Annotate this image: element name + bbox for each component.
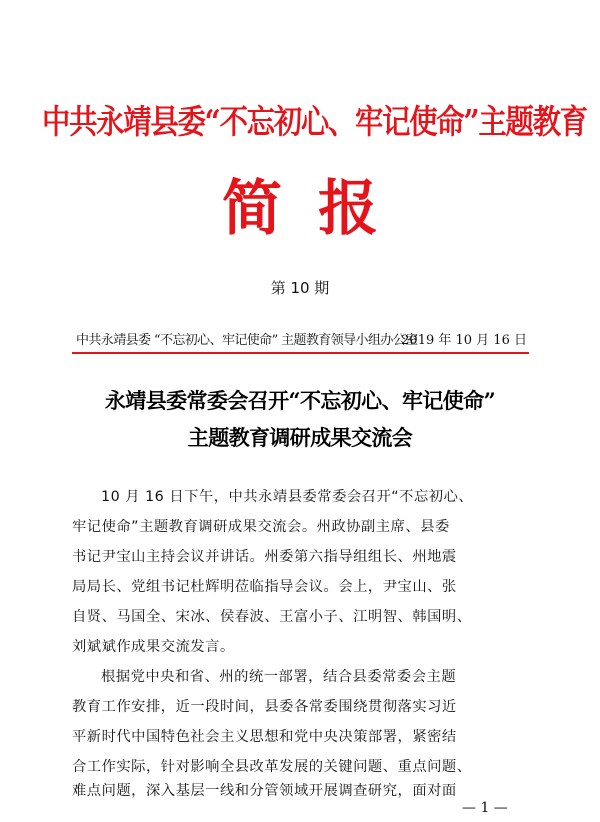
body-line-1: 10 月 16 日下午，中共永靖县委常委会召开“不忘初心、: [101, 489, 474, 505]
headline-line-1: 永靖县委常委会召开“不忘初心、牢记使命”: [104, 388, 496, 413]
body-line-10: 合工作实际，针对影响全县改革发展的关键问题、重点问题、: [72, 759, 472, 775]
issuer-office: 中共永靖县委 “不忘初心、牢记使命” 主题教育领导小组办公室: [76, 333, 418, 348]
masthead-name-char-1: 简: [222, 174, 282, 244]
body-line-8: 教育工作安排，近一段时间，县委各常委围绕贯彻落实习近: [72, 699, 457, 715]
red-divider: [72, 352, 529, 354]
masthead-name-char-2: 报: [318, 174, 378, 244]
body-line-7: 根据党中央和省、州的统一部署，结合县委常委会主题: [101, 669, 457, 685]
body-line-9: 平新时代中国特色社会主义思想和党中央决策部署，紧密结: [72, 729, 457, 745]
masthead-title: 中共永靖县委“不忘初心、牢记使命”主题教育: [42, 102, 587, 141]
body-line-6: 刘斌斌作成果交流发言。: [72, 639, 235, 655]
issue-date: 2019 年 10 月 16 日: [401, 333, 527, 348]
headline-line-2: 主题教育调研成果交流会: [187, 425, 413, 450]
body-line-3: 书记尹宝山主持会议并讲话。州委第六指导组组长、州地震: [72, 549, 457, 565]
body-line-2: 牢记使命”主题教育调研成果交流会。州政协副主席、县委: [72, 519, 450, 535]
issue-number: 第 10 期: [270, 279, 330, 297]
body-line-4: 局局长、党组书记杜辉明莅临指导会议。会上，尹宝山、张: [72, 579, 457, 595]
masthead-name: [0, 174, 600, 244]
page-number: — 1 —: [462, 800, 508, 816]
body-line-5: 自贤、马国全、宋冰、侯春波、王富小子、江明智、韩国明、: [72, 609, 472, 625]
body-line-11: 难点问题，深入基层一线和分管领域开展调查研究，面对面: [72, 783, 457, 799]
